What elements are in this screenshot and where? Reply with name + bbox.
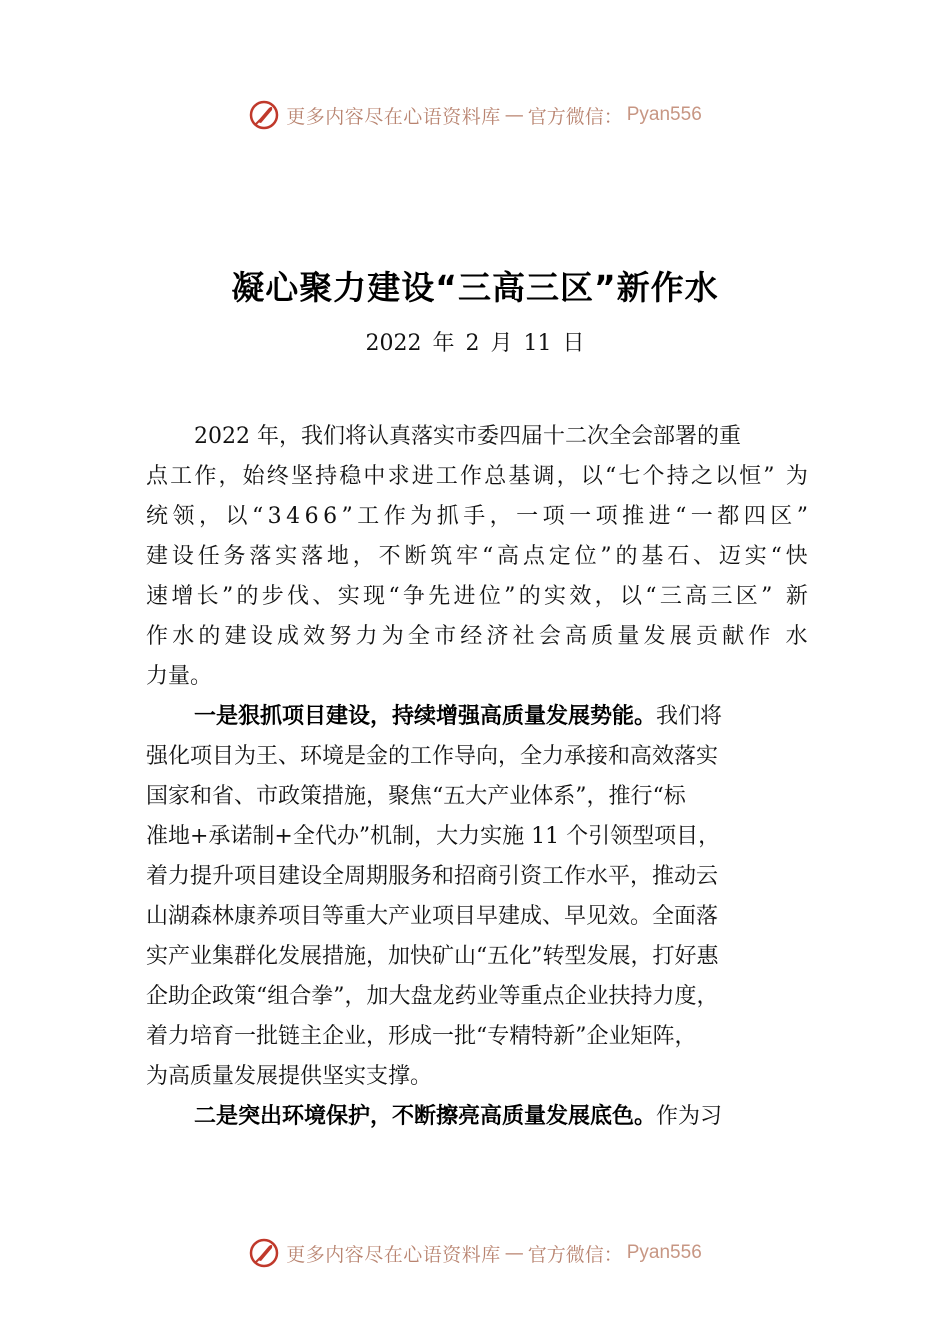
- watermark-wechat-id: Pyan556: [626, 104, 702, 125]
- body-char: 调: [532, 464, 555, 489]
- body-char: 一: [516, 504, 539, 529]
- body-char: 争: [402, 584, 425, 609]
- body-char: 持: [315, 464, 338, 489]
- body-line: 国家和省、市政策措施，聚焦“五大产业体系”，推行“标: [146, 784, 686, 809]
- body-char: 进: [453, 584, 476, 609]
- body-char: ，: [489, 504, 512, 529]
- body-char: ，: [198, 504, 221, 529]
- body-char: 统: [146, 504, 169, 529]
- body-char: 四: [743, 504, 766, 529]
- body-char: 石: [667, 544, 690, 569]
- body-char: 高: [497, 544, 520, 569]
- footer-watermark: [0, 1233, 950, 1273]
- feather-pen-logo-icon: [248, 99, 280, 131]
- body-char: 手: [463, 504, 486, 529]
- feather-pen-logo-icon: [248, 1237, 280, 1269]
- body-char: 实: [544, 584, 567, 609]
- body-char: 中: [363, 464, 386, 489]
- watermark-wechat-label: 官方微信：: [527, 1243, 623, 1266]
- body-char: 市: [434, 624, 457, 649]
- body-line: 着力提升项目建设全周期服务和招商引资工作水平，推动云: [146, 864, 719, 889]
- body-char: 增: [171, 584, 194, 609]
- body-char: 先: [428, 584, 451, 609]
- body-char: 质: [591, 624, 614, 649]
- body-char: 终: [266, 464, 289, 489]
- body-char: 不: [378, 544, 401, 569]
- body-char: “: [388, 584, 400, 609]
- body-char: ”: [763, 464, 775, 489]
- body-char: ，: [352, 544, 375, 569]
- body-char: ，: [556, 464, 579, 489]
- body-char: 量: [617, 624, 640, 649]
- body-char: 作: [146, 624, 169, 649]
- body-line-text: 作为习: [656, 1104, 723, 1129]
- body-char: 推: [622, 504, 645, 529]
- body-char: 工: [170, 464, 193, 489]
- body-char: 三: [710, 584, 733, 609]
- body-char: “: [675, 504, 687, 529]
- document-body: [146, 417, 808, 1137]
- body-line: 2022 年，我们将认真落实市委四届十二次全会部署的重: [194, 424, 741, 449]
- body-char: 区: [770, 504, 793, 529]
- body-char: 落: [249, 544, 272, 569]
- body-char: 都: [717, 504, 740, 529]
- body-char: 水: [172, 624, 195, 649]
- body-line: 企助企政策“组合拳”，加大盘龙药业等重点企业扶持力度，: [146, 984, 719, 1009]
- body-char: “: [481, 544, 494, 569]
- body-char: ”: [504, 584, 516, 609]
- document-date: 2022 年 2 月 11 日: [365, 331, 585, 356]
- body-line: 山湖森林康养项目等重大产业项目早建成、早见效。全面落: [146, 904, 719, 929]
- body-line: 着力培育一批链主企业，形成一批“专精特新”企业矩阵，: [146, 1024, 697, 1049]
- body-char: 稳: [339, 464, 362, 489]
- body-char: 一: [569, 504, 592, 529]
- body-char: 、: [312, 584, 335, 609]
- body-char: 工: [435, 464, 458, 489]
- body-char: “: [604, 464, 617, 489]
- body-line: 力量。: [146, 664, 213, 689]
- body-char: 务: [223, 544, 246, 569]
- body-char: 点: [146, 464, 169, 489]
- body-char: [776, 577, 783, 617]
- body-char: 新: [785, 584, 808, 609]
- body-char: 全: [407, 624, 430, 649]
- body-line: 强化项目为王、环境是金的工作导向，全力承接和高效落实: [146, 744, 719, 769]
- body-char: 效: [303, 624, 326, 649]
- body-char: 、: [693, 544, 716, 569]
- body-char: 贡: [695, 624, 718, 649]
- body-char: 任: [197, 544, 220, 569]
- body-char: 位: [574, 544, 597, 569]
- body-char: 抓: [436, 504, 459, 529]
- body-char: 进: [648, 504, 671, 529]
- body-char: 恒: [739, 464, 762, 489]
- body-char: 进: [411, 464, 434, 489]
- body-char: 断: [404, 544, 427, 569]
- body-char: 伐: [287, 584, 310, 609]
- watermark-separator: —: [504, 104, 524, 126]
- body-char: 3: [267, 504, 282, 529]
- body-char: 总: [484, 464, 507, 489]
- body-char: 个: [642, 464, 665, 489]
- body-char: 实: [275, 544, 298, 569]
- body-char: 建: [224, 624, 247, 649]
- body-char: 领: [172, 504, 195, 529]
- body-char: 迈: [718, 544, 741, 569]
- body-char: 献: [722, 624, 745, 649]
- body-char: 作: [383, 504, 406, 529]
- body-char: “: [770, 544, 782, 569]
- body-char: 展: [669, 624, 692, 649]
- body-char: 的: [236, 584, 259, 609]
- body-char: ”: [600, 544, 612, 569]
- body-char: “: [251, 504, 264, 529]
- body-char: 始: [242, 464, 265, 489]
- body-char: 的: [615, 544, 638, 569]
- body-line: [146, 577, 808, 617]
- body-char: 基: [641, 544, 664, 569]
- body-char: 的: [198, 624, 221, 649]
- watermark-site-text: 更多内容尽在心语资料库: [286, 105, 501, 128]
- body-char: 效: [569, 584, 592, 609]
- body-line: 为高质量发展提供坚实支撑。: [146, 1064, 433, 1089]
- body-char: 一: [690, 504, 713, 529]
- body-char: 成: [276, 624, 299, 649]
- body-char: ，: [594, 584, 617, 609]
- body-char: 实: [337, 584, 360, 609]
- body-char: 4: [286, 504, 301, 529]
- body-char: 努: [329, 624, 352, 649]
- body-line: [146, 497, 808, 537]
- body-char: 社: [512, 624, 535, 649]
- body-char: ”: [221, 584, 234, 609]
- body-char: 水: [785, 624, 808, 649]
- body-line-text: 我们将: [656, 704, 723, 729]
- body-char: 之: [690, 464, 713, 489]
- body-char: ，: [218, 464, 241, 489]
- body-line: [146, 537, 808, 577]
- body-char: 长: [196, 584, 219, 609]
- body-char: 牢: [456, 544, 479, 569]
- body-char: 以: [619, 584, 642, 609]
- watermark-wechat-label: 官方微信：: [527, 105, 623, 128]
- body-char: 为: [785, 464, 808, 489]
- header-watermark: [0, 95, 950, 135]
- body-char: 的: [518, 584, 541, 609]
- body-char: 济: [486, 624, 509, 649]
- body-line: [146, 617, 808, 657]
- body-char: 点: [522, 544, 545, 569]
- body-char: ”: [761, 584, 773, 609]
- body-char: ”: [796, 504, 808, 529]
- body-char: 作: [748, 624, 771, 649]
- section-heading-1: 一是狠抓项目建设，持续增强高质量发展势能。: [194, 704, 657, 729]
- body-char: 建: [146, 544, 169, 569]
- body-char: 项: [542, 504, 565, 529]
- document-title: 凝心聚力建设“三高三区”新作水: [231, 268, 719, 307]
- body-char: 经: [460, 624, 483, 649]
- section-heading-2: 二是突出环境保护，不断擦亮高质量发展底色。: [194, 1104, 657, 1129]
- body-char: 为: [381, 624, 404, 649]
- body-char: 会: [538, 624, 561, 649]
- body-char: 快: [785, 544, 808, 569]
- body-char: 筑: [430, 544, 453, 569]
- watermark-site-text: 更多内容尽在心语资料库: [286, 1243, 501, 1266]
- body-char: “: [645, 584, 657, 609]
- body-char: 持: [666, 464, 689, 489]
- body-char: 作: [460, 464, 483, 489]
- body-char: 发: [643, 624, 666, 649]
- body-char: 设: [250, 624, 273, 649]
- body-char: 为: [410, 504, 433, 529]
- body-line: [146, 697, 808, 737]
- body-char: 步: [261, 584, 284, 609]
- body-char: 七: [618, 464, 641, 489]
- body-char: 作: [194, 464, 217, 489]
- body-char: 高: [685, 584, 708, 609]
- body-char: 定: [548, 544, 571, 569]
- body-char: 高: [565, 624, 588, 649]
- body-char: [777, 457, 784, 497]
- body-char: 现: [363, 584, 386, 609]
- body-char: 地: [326, 544, 349, 569]
- body-char: 6: [304, 504, 319, 529]
- body-char: 以: [225, 504, 248, 529]
- body-char: 力: [355, 624, 378, 649]
- body-line: [146, 457, 808, 497]
- body-char: 坚: [290, 464, 313, 489]
- body-char: 求: [387, 464, 410, 489]
- body-char: 以: [580, 464, 603, 489]
- body-line: [146, 1097, 808, 1137]
- body-char: 基: [508, 464, 531, 489]
- body-char: ”: [341, 504, 353, 529]
- body-char: 设: [171, 544, 194, 569]
- body-line: 准地+承诺制+全代办”机制，大力实施 11 个引领型项目，: [146, 824, 721, 849]
- body-char: 实: [744, 544, 767, 569]
- body-char: 项: [595, 504, 618, 529]
- body-char: 速: [146, 584, 169, 609]
- body-char: 位: [478, 584, 501, 609]
- body-char: 落: [301, 544, 324, 569]
- body-char: 以: [714, 464, 737, 489]
- watermark-wechat-id: Pyan556: [626, 1242, 702, 1263]
- body-line: 实产业集群化发展措施，加快矿山“五化”转型发展，打好惠: [146, 944, 719, 969]
- body-char: [775, 617, 782, 657]
- watermark-separator: —: [504, 1242, 524, 1264]
- body-char: 区: [735, 584, 758, 609]
- body-char: 三: [659, 584, 682, 609]
- body-char: 6: [323, 504, 338, 529]
- body-char: 工: [357, 504, 380, 529]
